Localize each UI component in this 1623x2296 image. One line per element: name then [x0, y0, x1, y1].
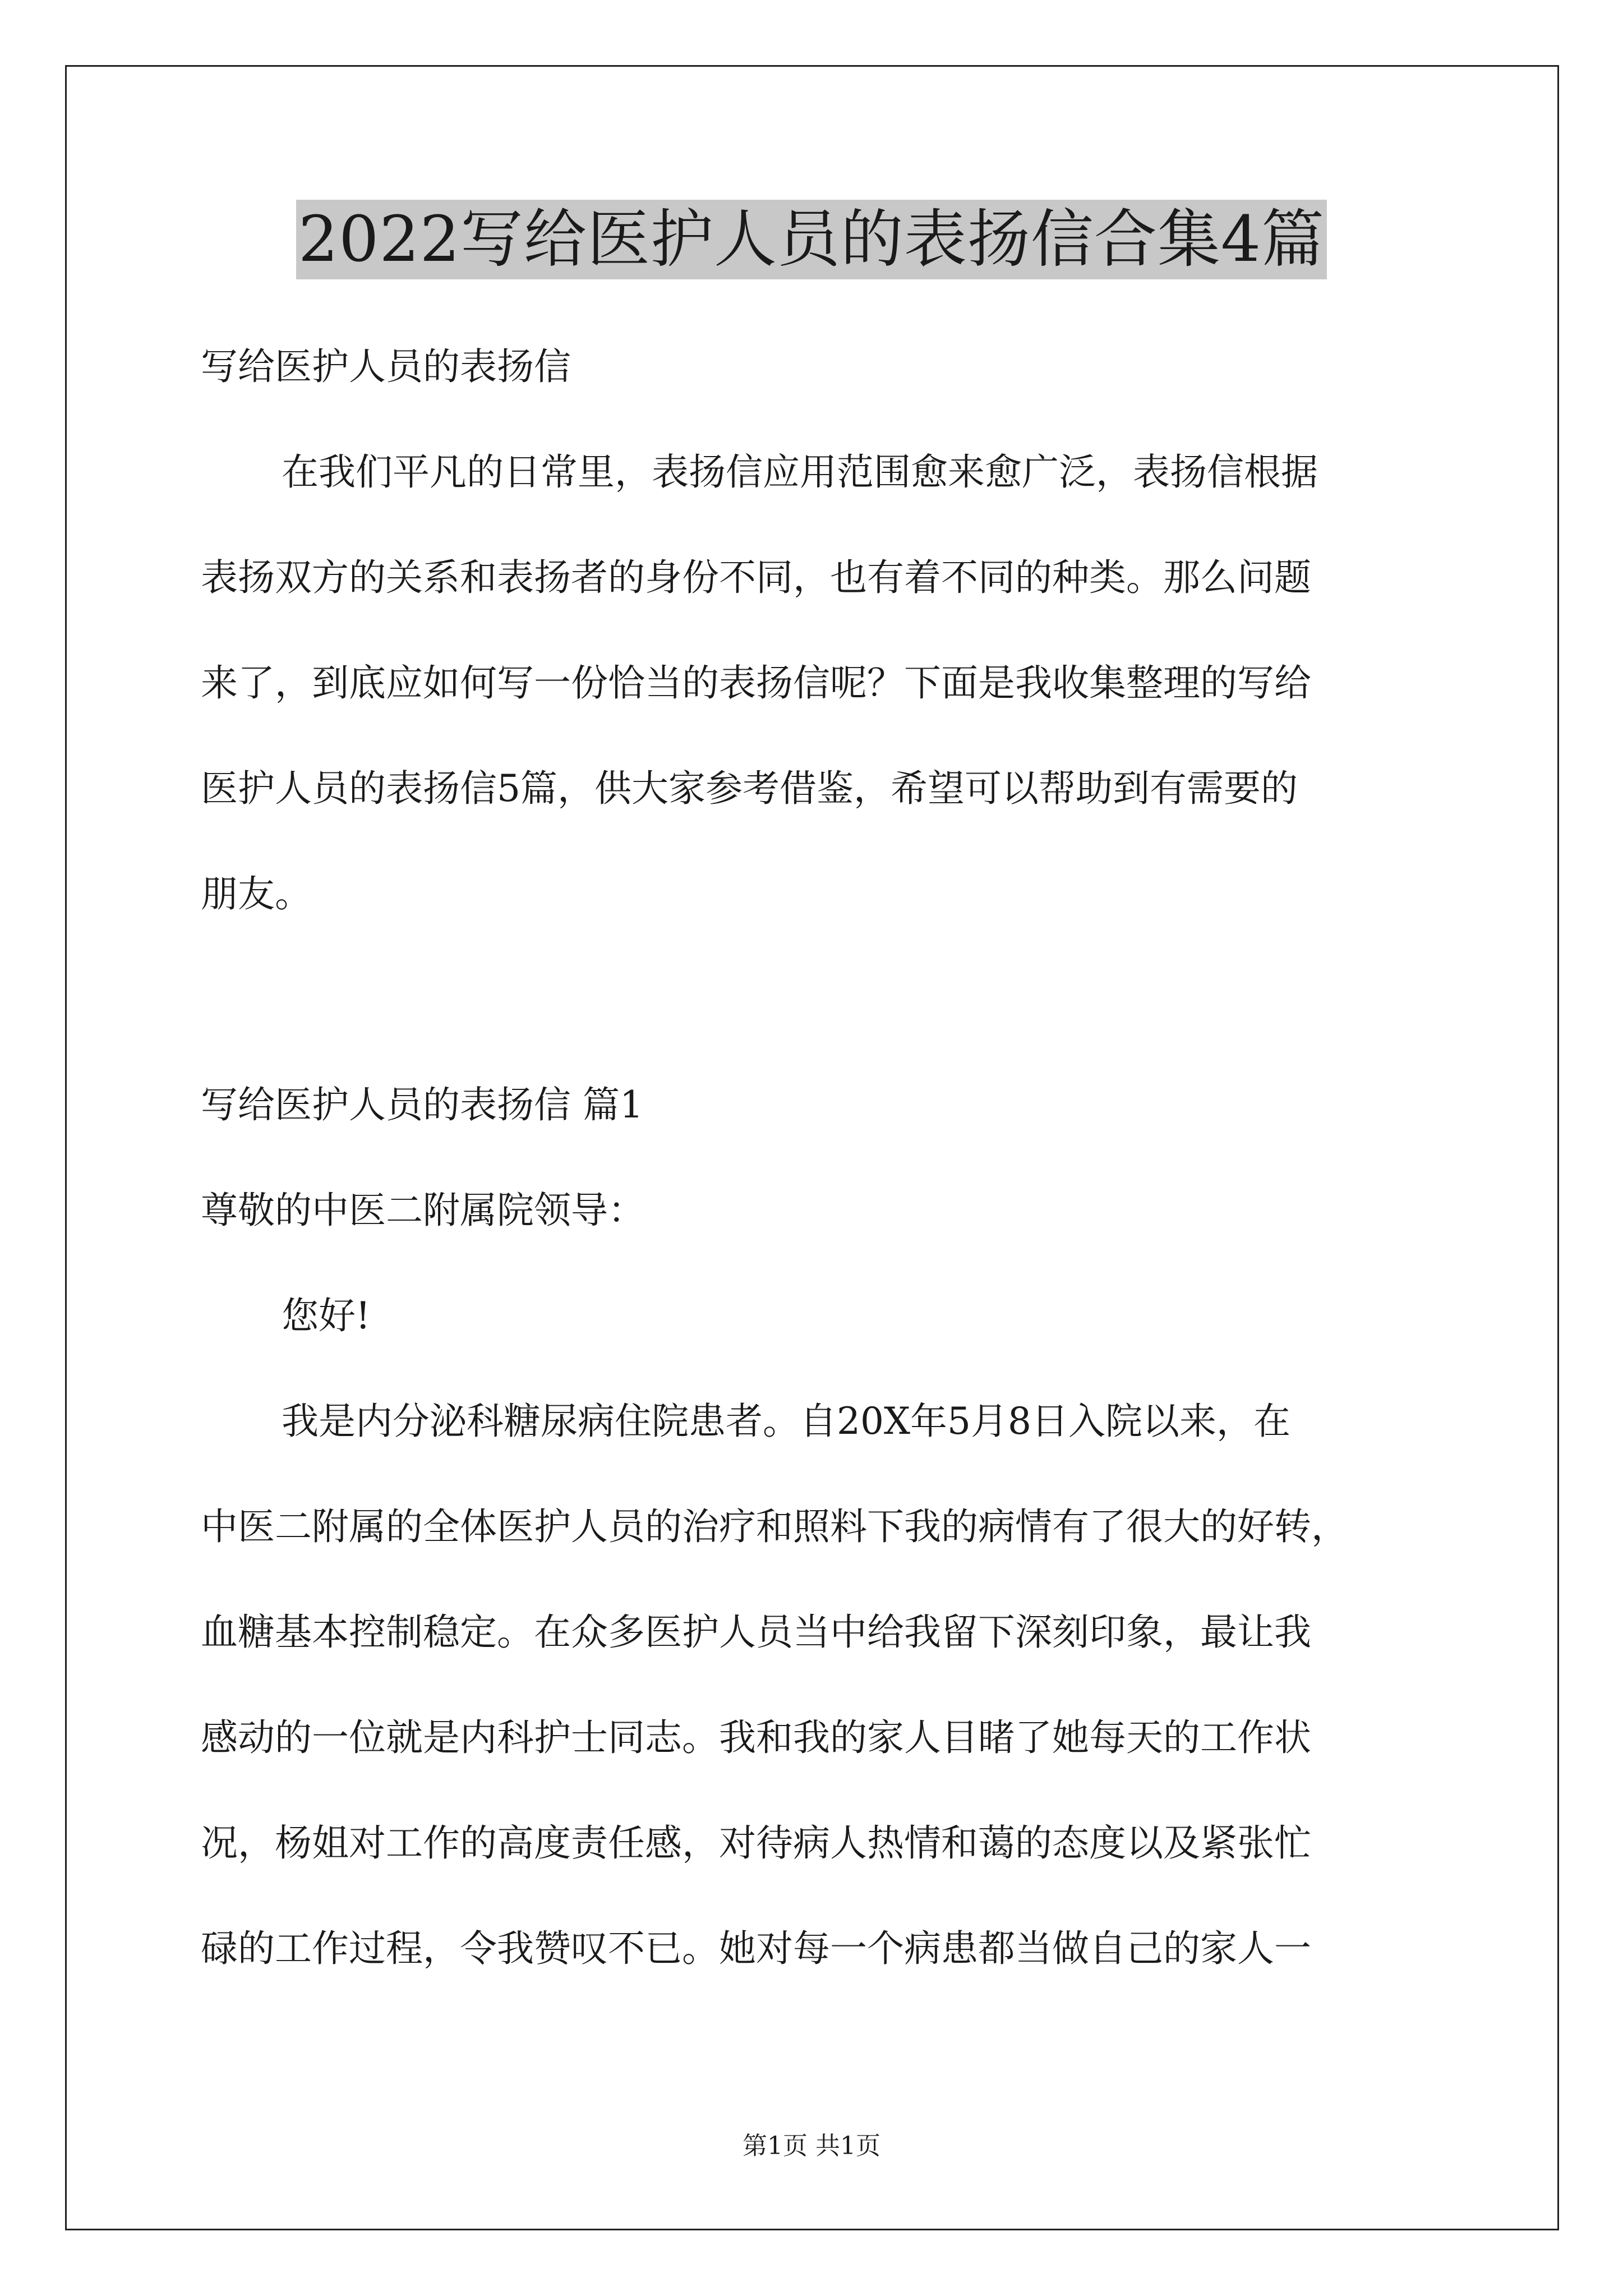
paragraph-line: 况，杨姐对工作的高度责任感，对待病人热情和蔼的态度以及紧张忙 — [201, 1821, 1311, 1865]
paragraph-line: 来了，到底应如何写一份恰当的表扬信呢？下面是我收集整理的写给 — [201, 661, 1311, 705]
section-heading: 写给医护人员的表扬信 — [201, 345, 571, 388]
greeting: 您好! — [282, 1294, 371, 1337]
paragraph-line: 我是内分泌科糖尿病住院患者。自20X年5月8日入院以来，在 — [282, 1400, 1290, 1443]
paragraph-line: 表扬双方的关系和表扬者的身份不同，也有着不同的种类。那么问题 — [201, 556, 1311, 599]
document-body — [201, 314, 1429, 2001]
salutation: 尊敬的中医二附属院领导： — [201, 1189, 645, 1232]
document-title: 2022写给医护人员的表扬信合集4篇 — [296, 200, 1327, 279]
paragraph-line: 在我们平凡的日常里，表扬信应用范围愈来愈广泛，表扬信根据 — [282, 450, 1318, 494]
title-container — [0, 200, 1623, 279]
paragraph-line: 血糖基本控制稳定。在众多医护人员当中给我留下深刻印象，最让我 — [201, 1611, 1311, 1654]
paragraph-line: 感动的一位就是内科护士同志。我和我的家人目睹了她每天的工作状 — [201, 1716, 1311, 1759]
section-heading: 写给医护人员的表扬信 篇1 — [201, 1083, 643, 1126]
page-footer: 第1页 共1页 — [743, 2132, 880, 2160]
paragraph-line: 医护人员的表扬信5篇，供大家参考借鉴，希望可以帮助到有需要的 — [201, 767, 1298, 810]
paragraph-line: 碌的工作过程，令我赞叹不已。她对每一个病患都当做自己的家人一 — [201, 1927, 1311, 1970]
paragraph-gap — [201, 947, 1429, 1052]
paragraph-line: 中医二附属的全体医护人员的治疗和照料下我的病情有了很大的好转， — [201, 1505, 1348, 1548]
paragraph-line: 朋友。 — [201, 872, 312, 915]
